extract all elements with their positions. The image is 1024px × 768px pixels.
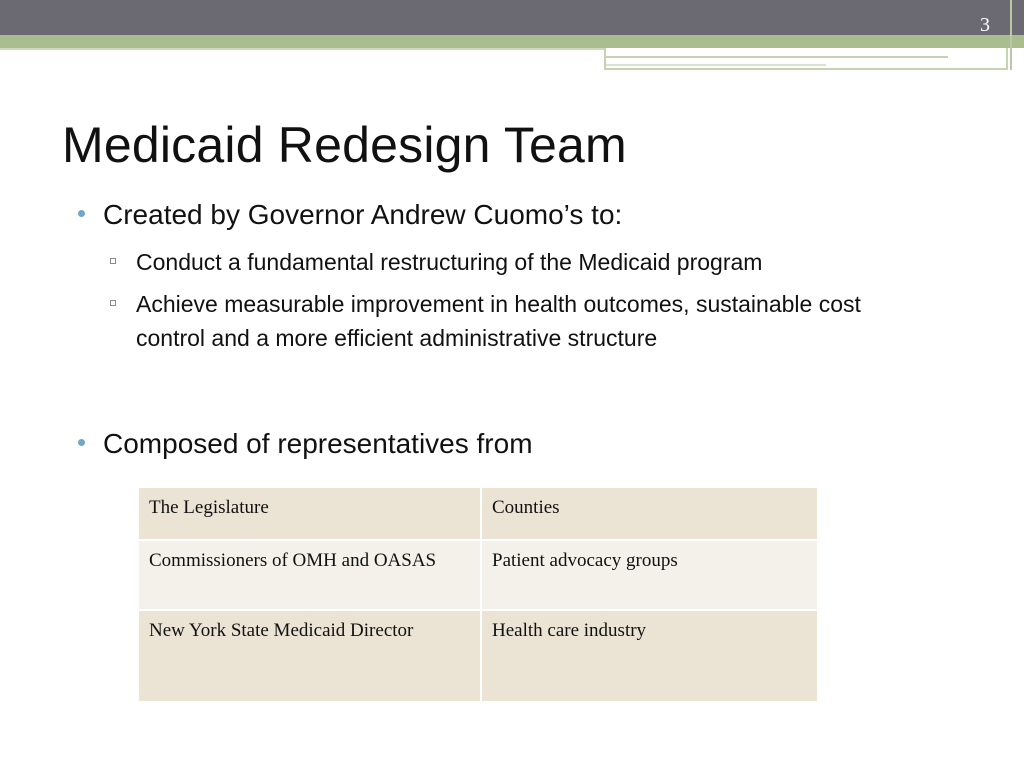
table-cell: Counties	[481, 487, 818, 540]
table-cell: The Legislature	[138, 487, 481, 540]
bullet-text: Composed of representatives from	[103, 428, 533, 459]
header-vertical-decoration	[1010, 0, 1012, 70]
bullet-dot-icon	[78, 210, 85, 217]
header-line-decoration	[606, 64, 826, 66]
header-frame-decoration	[604, 48, 1008, 70]
square-bullet-icon	[110, 258, 116, 264]
table-cell: Patient advocacy groups	[481, 540, 818, 610]
table-cell: Commissioners of OMH and OASAS	[138, 540, 481, 610]
table-cell: Health care industry	[481, 610, 818, 702]
table-row	[138, 487, 818, 540]
header-band-gray	[0, 0, 1024, 35]
bullet-dot-icon	[78, 439, 85, 446]
subbullet-text: Conduct a fundamental restructuring of the Medicaid program	[136, 249, 763, 275]
table-cell: New York State Medicaid Director	[138, 610, 481, 702]
square-bullet-icon	[110, 300, 116, 306]
bullet-text: Created by Governor Andrew Cuomo’s to:	[103, 199, 623, 230]
representatives-table	[137, 486, 819, 703]
table-row	[138, 610, 818, 702]
header-line-decoration	[606, 56, 948, 58]
table-row	[138, 540, 818, 610]
slide-title: Medicaid Redesign Team	[62, 117, 627, 173]
slide-number: 3	[980, 14, 990, 36]
header-band-green	[0, 35, 1024, 48]
header-band-light	[0, 48, 604, 50]
subbullet-text: Achieve measurable improvement in health outcomes, sustainable cost control and a more efficient administrative structure	[136, 291, 861, 351]
